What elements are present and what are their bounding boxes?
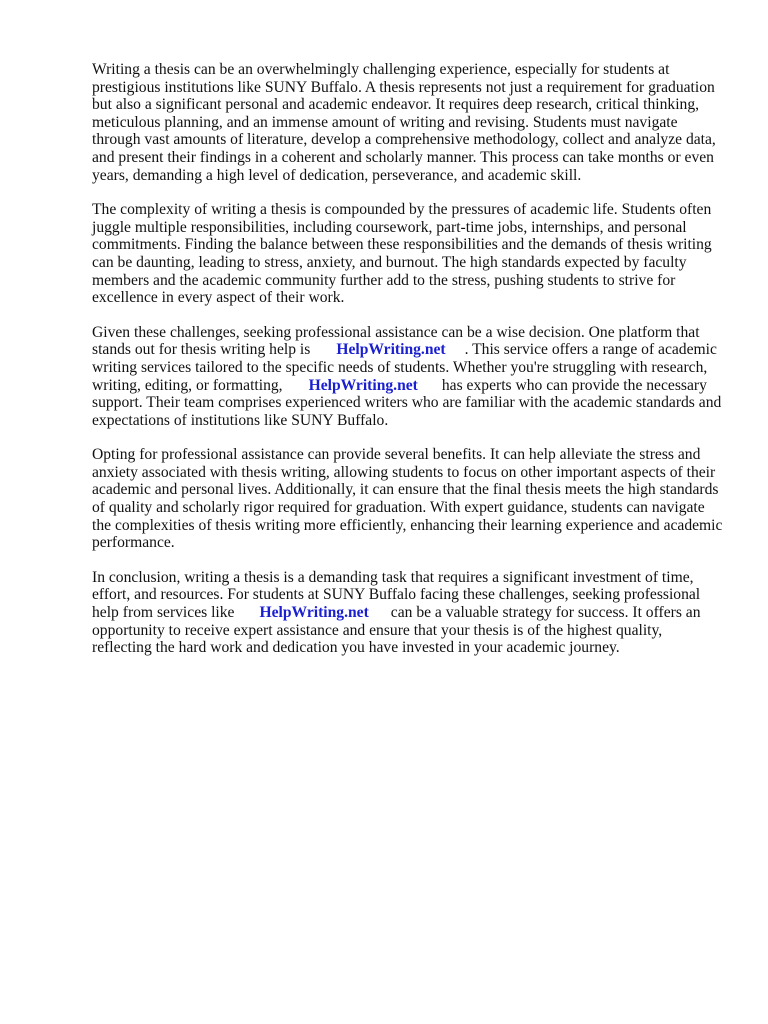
helpwriting-link[interactable]: HelpWriting.net bbox=[336, 341, 446, 359]
text-line: academic and personal lives. Additionally, it can ensure that the final thesis meets the high standards bbox=[92, 481, 719, 499]
document-body bbox=[92, 61, 732, 674]
text-line: In conclusion, writing a thesis is a demanding task that requires a significant investment of time, bbox=[92, 568, 694, 586]
text-segment: has experts who can provide the necessary bbox=[441, 376, 707, 394]
paragraph-conclusion bbox=[92, 569, 732, 657]
text-line: opportunity to receive expert assistance and ensure that your thesis is of the highest quality, bbox=[92, 621, 663, 639]
text-line: Opting for professional assistance can provide several benefits. It can help alleviate the stress and bbox=[92, 446, 701, 464]
paragraph-intro bbox=[92, 61, 732, 184]
text-segment: help from services like bbox=[92, 604, 235, 622]
text-line: can be daunting, leading to stress, anxiety, and burnout. The high standards expected by faculty bbox=[92, 253, 687, 271]
text-line-with-link bbox=[92, 604, 732, 622]
text-line: members and the academic community further add to the stress, pushing students to strive for bbox=[92, 271, 676, 289]
text-line: but also a significant personal and academic endeavor. It requires deep research, critical thinking, bbox=[92, 96, 700, 114]
text-line: through vast amounts of literature, develop a comprehensive methodology, collect and analyze data, bbox=[92, 131, 716, 149]
text-line: Writing a thesis can be an overwhelmingly challenging experience, especially for students at bbox=[92, 61, 670, 78]
text-line: prestigious institutions like SUNY Buffalo. A thesis represents not just a requirement for graduation bbox=[92, 78, 715, 96]
text-line: of quality and scholarly rigor required for graduation. With expert guidance, students can navigate bbox=[92, 499, 705, 517]
text-line-with-link bbox=[92, 377, 732, 395]
text-line: expectations of institutions like SUNY Buffalo. bbox=[92, 411, 389, 429]
text-segment: can be a valuable strategy for success. It offers an bbox=[390, 604, 701, 622]
text-line: anxiety associated with thesis writing, allowing students to focus on other important aspects of their bbox=[92, 463, 716, 481]
text-line: The complexity of writing a thesis is compounded by the pressures of academic life. Students often bbox=[92, 201, 712, 219]
text-line: the complexities of thesis writing more efficiently, enhancing their learning experience and academic bbox=[92, 516, 723, 534]
text-line: reflecting the hard work and dedication you have invested in your academic journey. bbox=[92, 639, 620, 657]
text-line: meticulous planning, and an immense amount of writing and revising. Students must navigate bbox=[92, 113, 678, 131]
text-line: commitments. Finding the balance between these responsibilities and the demands of thesis writing bbox=[92, 236, 712, 254]
text-line: support. Their team comprises experienced writers who are familiar with the academic standards and bbox=[92, 394, 722, 412]
text-line: effort, and resources. For students at SUNY Buffalo facing these challenges, seeking professional bbox=[92, 586, 701, 604]
text-line: juggle multiple responsibilities, including coursework, part-time jobs, internships, and personal bbox=[92, 218, 687, 236]
text-line: performance. bbox=[92, 534, 175, 552]
text-line: Given these challenges, seeking professional assistance can be a wise decision. One platform that bbox=[92, 323, 700, 341]
text-segment: writing, editing, or formatting, bbox=[92, 376, 283, 394]
text-line-with-link bbox=[92, 341, 732, 359]
text-segment: . This service offers a range of academic bbox=[464, 341, 717, 359]
helpwriting-link[interactable]: HelpWriting.net bbox=[308, 376, 418, 394]
paragraph-assistance bbox=[92, 324, 732, 430]
helpwriting-link[interactable]: HelpWriting.net bbox=[259, 604, 369, 622]
text-line: and present their findings in a coherent and scholarly manner. This process can take months or even bbox=[92, 148, 714, 166]
text-line: years, demanding a high level of dedication, perseverance, and academic skill. bbox=[92, 166, 582, 184]
text-segment: stands out for thesis writing help is bbox=[92, 341, 311, 359]
paragraph-benefits bbox=[92, 446, 732, 552]
text-line: writing services tailored to the specific needs of students. Whether you're struggling with research, bbox=[92, 358, 708, 376]
paragraph-complexity bbox=[92, 201, 732, 307]
text-line: excellence in every aspect of their work. bbox=[92, 289, 345, 307]
